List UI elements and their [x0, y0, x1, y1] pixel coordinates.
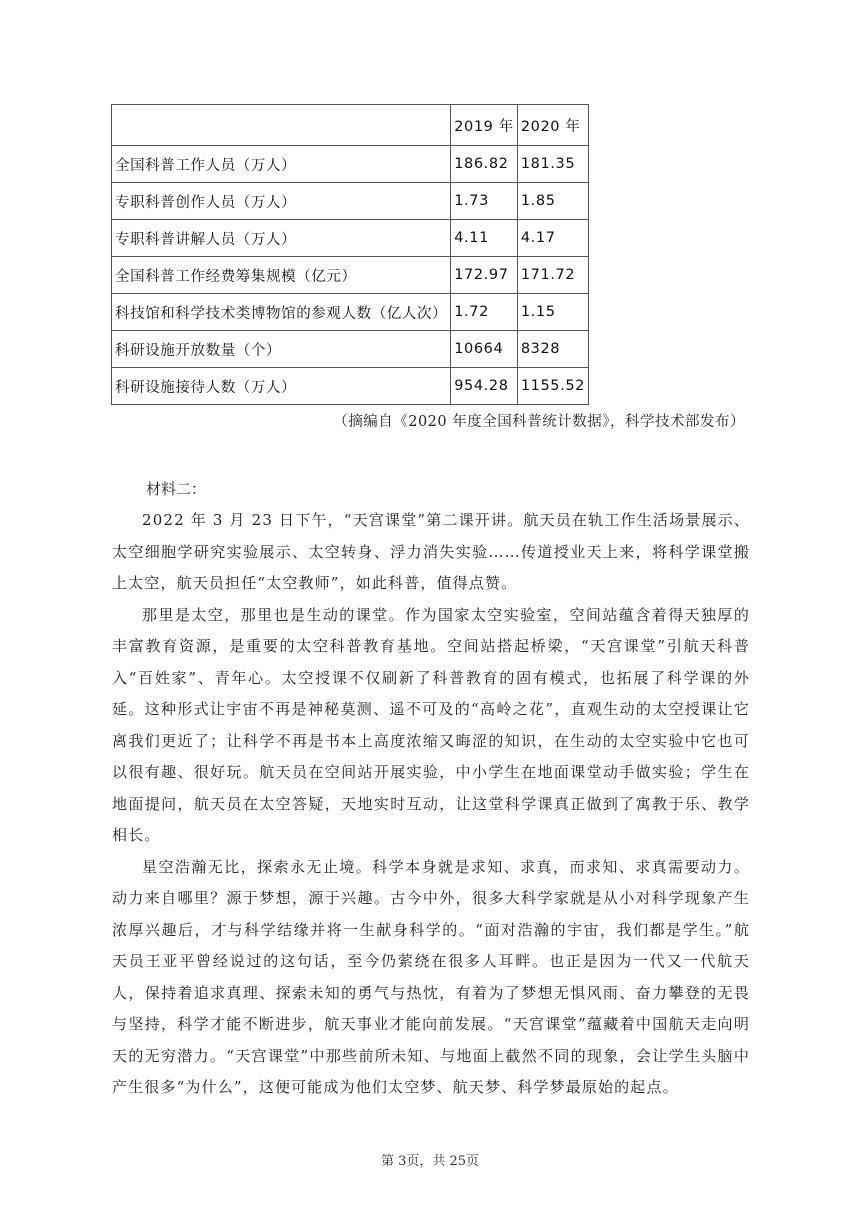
statistics-table [111, 104, 589, 405]
table-cell-label: 专职科普创作人员（万人） [112, 183, 451, 220]
table-cell-value: 186.82 [451, 146, 518, 183]
table-cell-value: 1.15 [517, 294, 588, 331]
table-row [112, 183, 589, 220]
paragraph: 那里是太空，那里也是生动的课堂。作为国家太空实验室，空间站蕴含着得天独厚的丰富教育资源，是重要的太空科普教育基地。空间站搭起桥梁，“天宫课堂”引航天科普入“百姓家”、青年心。太空授课不仅刷新了科普教育的固有模式，也拓展了科学课的外延。这种形式让宇宙不再是神秘莫测、遥不可及的“高岭之花”，直观生动的太空授课让它离我们更近了；让科学不再是书本上高度浓缩又晦涩的知识，在生动的太空实验中它也可以很有趣、很好玩。航天员在空间站开展实验，中小学生在地面课堂动手做实验；学生在地面提问，航天员在太空答疑，天地实时互动，让这堂科学课真正做到了寓教于乐、教学相长。 [112, 605, 750, 844]
table-row [112, 146, 589, 183]
table-cell-value: 1155.52 [517, 368, 588, 405]
table-row [112, 368, 589, 405]
table-cell-value: 954.28 [451, 368, 518, 405]
source-citation: （摘编自《2020 年度全国科普统计数据》，科学技术部发布） [333, 414, 745, 430]
table-header-cell: 2019 年 [451, 105, 518, 146]
table-cell-value: 4.11 [451, 220, 518, 257]
table-cell-value: 181.35 [517, 146, 588, 183]
table-cell-value: 171.72 [517, 257, 588, 294]
table-cell-value: 10664 [451, 331, 518, 368]
table-row [112, 257, 589, 294]
section-title: 材料二： [146, 480, 207, 498]
page-footer: 第 3页，共 25页 [380, 1154, 480, 1169]
article-body [112, 505, 750, 1104]
table-header-row [112, 105, 589, 146]
table-cell-label: 全国科普工作人员（万人） [112, 146, 451, 183]
table-cell-value: 1.85 [517, 183, 588, 220]
table-header-cell [112, 105, 451, 146]
table-cell-value: 1.72 [451, 294, 518, 331]
table-cell-label: 科研设施开放数量（个） [112, 331, 451, 368]
table-cell-label: 科研设施接待人数（万人） [112, 368, 451, 405]
paragraph: 2022 年 3 月 23 日下午，“天宫课堂”第二课开讲。航天员在轨工作生活场景展示、太空细胞学研究实验展示、太空转身、浮力消失实验……传道授业天上来，将科学课堂搬上太空，航天员担任“太空教师”，如此科普，值得点赞。 [112, 511, 750, 592]
table-cell-value: 1.73 [451, 183, 518, 220]
table-row [112, 294, 589, 331]
table-cell-label: 专职科普讲解人员（万人） [112, 220, 451, 257]
paragraph: 星空浩瀚无比，探索永无止境。科学本身就是求知、求真，而求知、求真需要动力。动力来自哪里？源于梦想，源于兴趣。古今中外，很多大科学家就是从小对科学现象产生浓厚兴趣后，才与科学结缘并将一生献身科学的。“面对浩瀚的宇宙，我们都是学生。”航天员王亚平曾经说过的这句话，至今仍萦绕在很多人耳畔。也正是因为一代又一代航天人，保持着追求真理、探索未知的勇气与热忱，有着为了梦想无惧风雨、奋力攀登的无畏与坚持，科学才能不断进步，航天事业才能向前发展。“天宫课堂”蕴藏着中国航天走向明天的无穷潜力。“天宫课堂”中那些前所未知、与地面上截然不同的现象，会让学生头脑中产生很多“为什么”，这便可能成为他们太空梦、航天梦、科学梦最原始的起点。 [112, 857, 750, 1096]
table-header-cell: 2020 年 [517, 105, 588, 146]
table-row [112, 331, 589, 368]
table-cell-label: 科技馆和科学技术类博物馆的参观人数（亿人次） [112, 294, 451, 331]
table-cell-value: 8328 [517, 331, 588, 368]
table-cell-value: 4.17 [517, 220, 588, 257]
table-row [112, 220, 589, 257]
table-cell-label: 全国科普工作经费筹集规模（亿元） [112, 257, 451, 294]
table-cell-value: 172.97 [451, 257, 518, 294]
